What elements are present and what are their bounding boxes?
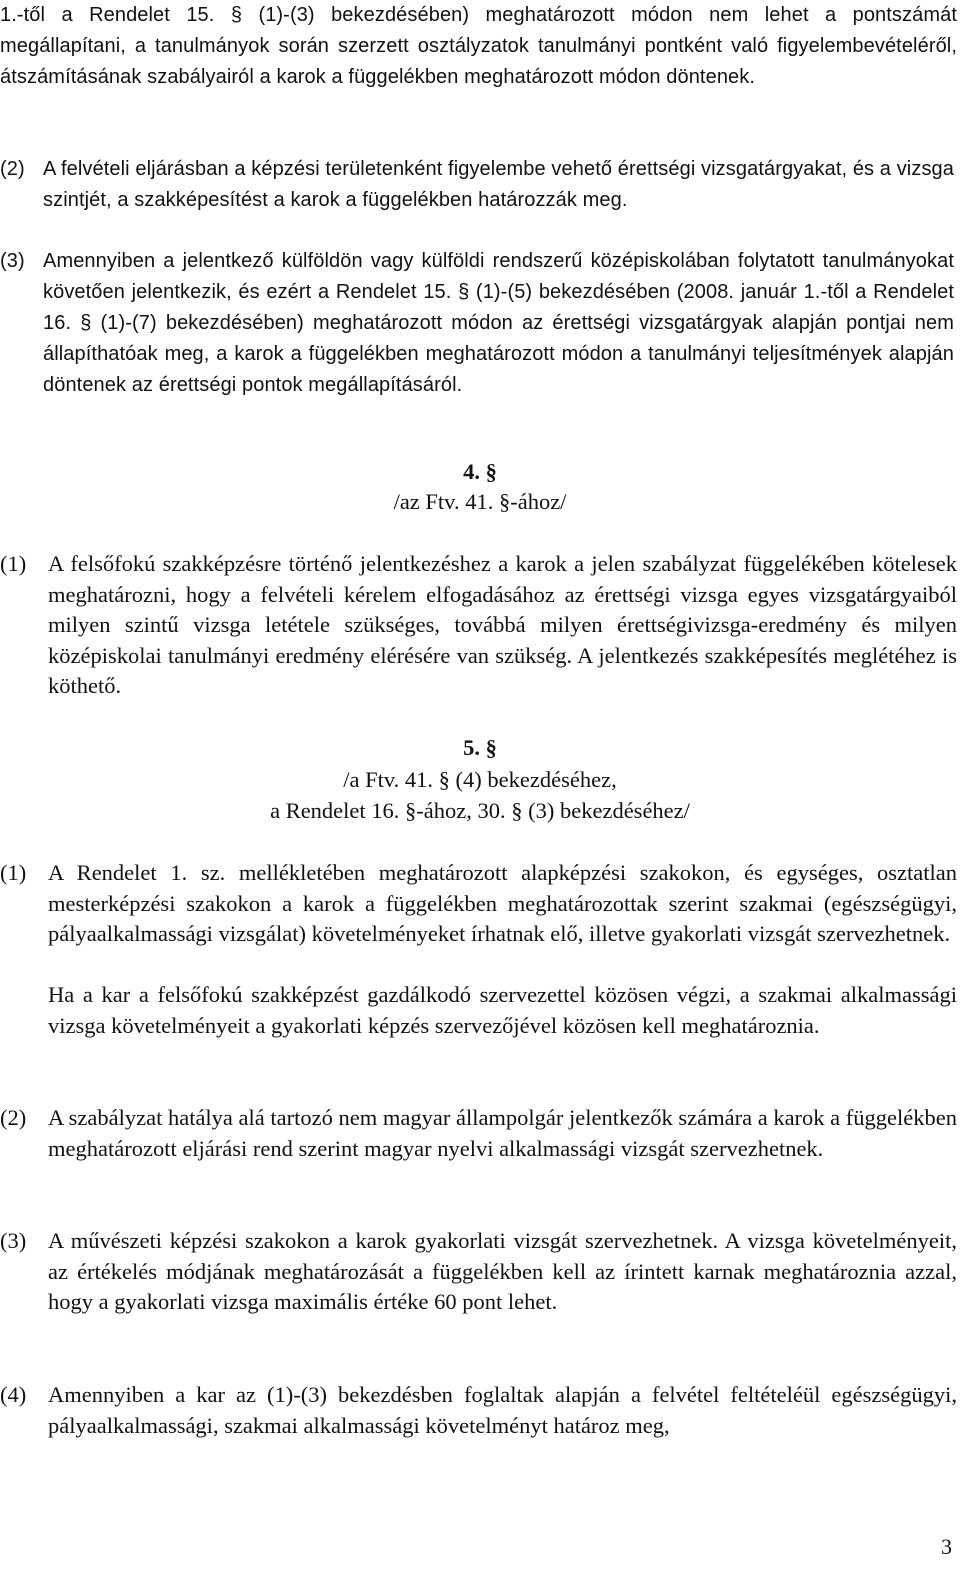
paragraph-text: Amennyiben a jelentkező külföldön vagy külföldi rendszerű középiskolában folytatott tanulmányokat követően jelentkezik, és ezért a Rendelet 15. § (1)-(5) bekezdésében (2008. január 1.-től a Rendelet 16. § (1)-(7) bekezdésében) meghatározott módon az érettségi vizsgatárgyak alapján pontjai nem állapíthatóak meg, a karok a függelékben meghatározott módon a tanulmányi teljesítmények alapján döntenek az érettségi pontok megállapításáról. xyxy=(43,250,954,396)
section-subheading: a Rendelet 16. §-ához, 30. § (3) bekezdéséhez/ xyxy=(270,798,690,823)
section-subheading: /az Ftv. 41. §-ához/ xyxy=(393,489,567,514)
paragraph-text-continued: Ha a kar a felsőfokú szakképzést gazdálkodó szervezettel közösen végzi, a szakmai alkalmassági vizsga követelményeit a gyakorlati képzés szervezőjével közösen kell meghatároznia. xyxy=(48,982,957,1038)
paragraph-text: A szabályzat hatálya alá tartozó nem magyar állampolgár jelentkezők számára a karok a függelékben meghatározott eljárási rend szerint magyar nyelvi alkalmassági vizsgát szervezhetnek. xyxy=(48,1105,957,1161)
paragraph-text: A Rendelet 1. sz. mellékletében meghatározott alapképzési szakokon, és egységes, osztatlan mesterképzési szakokon a karok a függelékben meghatározottak szerint szakmai (egészségügyi, pályaalkalmassági vizsgálat) követelményeket írhatnak elő, illetve gyakorlati vizsgát szervezhetnek. xyxy=(48,860,957,946)
paragraph-text: A felvételi eljárásban a képzési területenként figyelembe vehető érettségi vizsgatárgyakat, és a vizsga szintjét, a szakképesítést a karok a függelékben határozzák meg. xyxy=(43,158,954,211)
paragraph-number: (2) xyxy=(0,158,25,180)
paragraph-number: (1) xyxy=(0,551,27,576)
paragraph-text: A művészeti képzési szakokon a karok gyakorlati vizsgát szervezhetnek. A vizsga követelményeit, az értékelés módjának meghatározását a függelékben kell az írintett karnak meghatároznia azzal, hogy a gyakorlati vizsga maximális értéke 60 pont lehet. xyxy=(48,1228,957,1314)
paragraph-text: Amennyiben a kar az (1)-(3) bekezdésben foglaltak alapján a felvétel feltételéül egészségügyi, pályaalkalmassági, szakmai alkalmassági követelményt határoz meg, xyxy=(48,1382,957,1438)
paragraph-text: A felsőfokú szakképzésre történő jelentkezéshez a karok a jelen szabályzat függelékében kötelesek meghatározni, hogy a felvételi kérelem elfogadásához az érettségi vizsga egyes vizsgatárgyaiból milyen szintű vizsga letétele szükséges, továbbá milyen érettségivizsga-eredmény és milyen középiskolai tanulmányi eredmény elérésére van szükség. A jelentkezés szakképesítés meglétéhez is köthető. xyxy=(48,551,957,698)
section-heading: 4. § xyxy=(463,459,497,484)
page-number: 3 xyxy=(941,1534,952,1559)
paragraph-number: (1) xyxy=(0,860,27,885)
paragraph-number: (3) xyxy=(0,250,25,272)
section-heading: 5. § xyxy=(463,735,497,760)
paragraph-number: (4) xyxy=(0,1382,27,1407)
top-fragment-paragraph: 1.-től a Rendelet 15. § (1)-(3) bekezdésében) meghatározott módon nem lehet a pontszámát megállapítani, a tanulmányok során szerzett osztályzatok tanulmányi pontként való figyelembevételéről, átszámításának szabályairól a karok a függelékben meghatározott módon döntenek. xyxy=(0,4,957,88)
paragraph-number: (3) xyxy=(0,1228,27,1253)
section-subheading: /a Ftv. 41. § (4) bekezdéséhez, xyxy=(343,767,617,792)
paragraph-number: (2) xyxy=(0,1105,27,1130)
